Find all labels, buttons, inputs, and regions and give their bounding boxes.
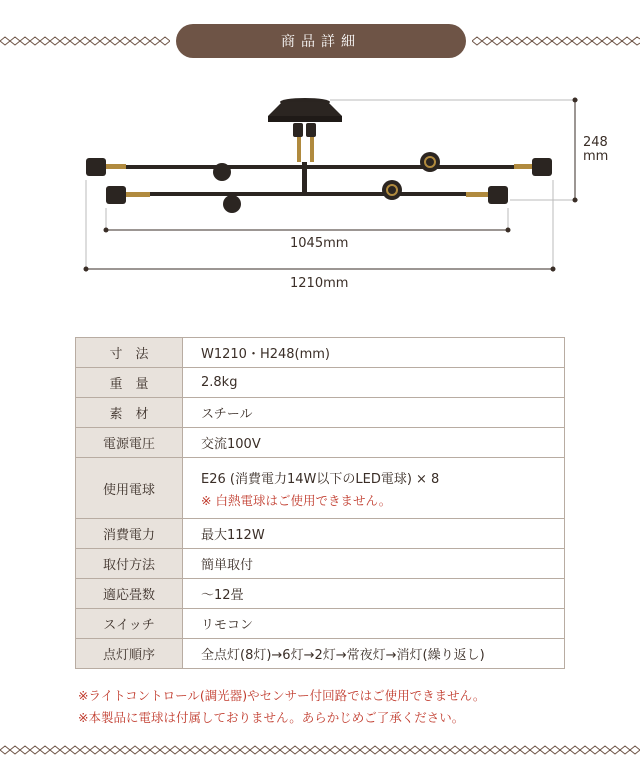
zigzag-divider-left bbox=[0, 35, 170, 47]
spec-label bbox=[76, 519, 183, 549]
section-title bbox=[176, 24, 466, 58]
inner-width-label: 1045mm bbox=[290, 236, 349, 251]
spec-value: 〜12畳 bbox=[183, 579, 565, 609]
spec-label bbox=[76, 428, 183, 458]
spec-label bbox=[76, 368, 183, 398]
spec-label-text: 素 材 bbox=[109, 407, 149, 422]
spec-value: スチール bbox=[183, 398, 565, 428]
height-dimension bbox=[330, 98, 578, 203]
spec-label-text: 点灯順序 bbox=[102, 648, 155, 663]
table-row bbox=[76, 609, 565, 639]
spec-label bbox=[76, 398, 183, 428]
table-row bbox=[76, 458, 565, 519]
zigzag-divider-bottom bbox=[0, 744, 640, 756]
spec-label bbox=[76, 639, 183, 669]
section-title-text: 商品詳細 bbox=[281, 34, 361, 50]
spec-value: 簡単取付 bbox=[183, 549, 565, 579]
height-unit: mm bbox=[583, 149, 609, 164]
inner-width-dimension bbox=[104, 208, 511, 233]
spec-value: 交流100V bbox=[183, 428, 565, 458]
table-row bbox=[76, 428, 565, 458]
note-bulb-not-included: ※本製品に電球は付属しておりません。あらかじめご了承ください。 bbox=[78, 710, 465, 725]
upper-arm bbox=[86, 152, 552, 181]
spec-label-text: 電源電圧 bbox=[102, 437, 155, 452]
outer-width-label: 1210mm bbox=[290, 276, 349, 291]
spec-value: リモコン bbox=[183, 609, 565, 639]
spec-label-text: スイッチ bbox=[103, 618, 155, 633]
spec-label-text: 消費電力 bbox=[102, 528, 155, 543]
spec-label-text: 寸 法 bbox=[109, 347, 149, 362]
table-row bbox=[76, 519, 565, 549]
spec-label bbox=[76, 549, 183, 579]
table-row bbox=[76, 368, 565, 398]
product-dimension-diagram bbox=[0, 80, 640, 310]
spec-label bbox=[76, 579, 183, 609]
height-value: 248 bbox=[583, 135, 608, 150]
note-dimmer: ※ライトコントロール(調光器)やセンサー付回路ではご使用できません。 bbox=[78, 688, 486, 703]
table-row bbox=[76, 579, 565, 609]
spec-value bbox=[183, 458, 565, 519]
spec-value-text: E26 (消費電力14W以下のLED電球) × 8 bbox=[201, 471, 440, 487]
spec-label bbox=[76, 458, 183, 519]
spec-label-text: 適応畳数 bbox=[102, 588, 155, 603]
table-row bbox=[76, 398, 565, 428]
notes bbox=[78, 685, 485, 729]
spec-label-text: 使用電球 bbox=[102, 482, 155, 498]
spec-label bbox=[76, 338, 183, 368]
table-row bbox=[76, 639, 565, 669]
spec-value: 全点灯(8灯)→6灯→2灯→常夜灯→消灯(繰り返し) bbox=[183, 639, 565, 669]
spec-label-text: 重 量 bbox=[109, 377, 149, 392]
spec-value: 最大112W bbox=[183, 519, 565, 549]
spec-label bbox=[76, 609, 183, 639]
zigzag-divider-right bbox=[472, 35, 640, 47]
table-row bbox=[76, 338, 565, 368]
spec-value: 2.8kg bbox=[183, 368, 565, 398]
spec-table bbox=[75, 337, 565, 669]
bulb-warning: ※ 白熱電球はご使用できません。 bbox=[201, 492, 392, 508]
table-row bbox=[76, 549, 565, 579]
ceiling-canopy bbox=[268, 98, 342, 194]
spec-label-text: 取付方法 bbox=[102, 558, 155, 573]
spec-value: W1210・H248(mm) bbox=[183, 338, 565, 368]
